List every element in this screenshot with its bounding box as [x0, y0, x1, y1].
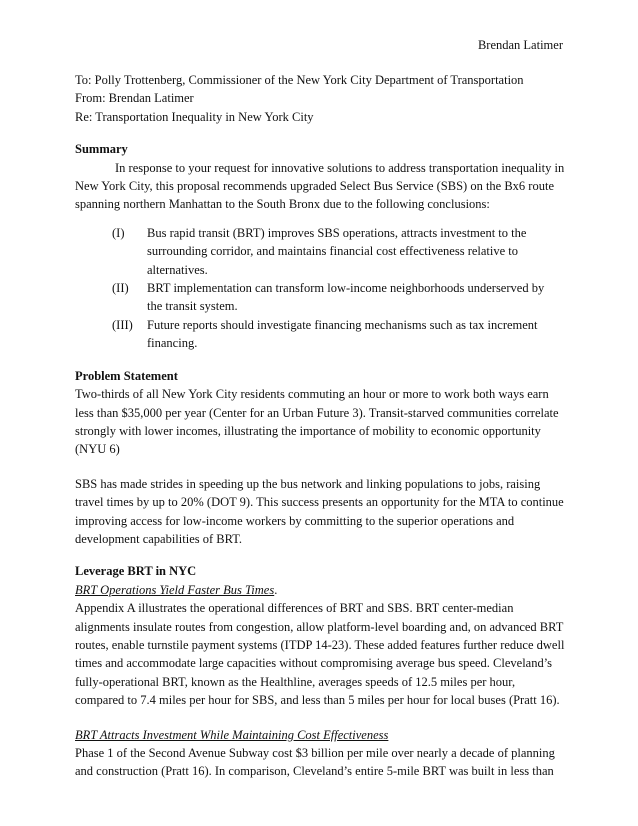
memo-to: To: Polly Trottenberg, Commissioner of the New York City Department of Transportation — [75, 73, 524, 87]
problem-paragraph-1: Two-thirds of all New York City residents commuting an hour or more to work both ways earn less than $35,000 per year (Center for an Urban Future 3). Transit-starved communities correlate strongly with lower incomes, illustrating the importance of mobility to economic opportunity (NYU 6) — [75, 387, 559, 457]
operations-paragraph: Appendix A illustrates the operational differences of BRT and SBS. BRT center-median alignments insulate routes from congestion, allow platform-level boarding and, on advanced BRT routes, enable turnstile payment systems (ITDP 14-23). These added features further reduce dwell times and accommodate large capacities without compromising average bus speed. Cleveland’s fully-operational BRT, known as the Healthline, averages speeds of 12.5 miles per hour, compared to 7.4 miles per hour for SBS, and less than 5 miles per hour for local buses (Pratt 16). — [75, 601, 565, 708]
subheading-row — [75, 581, 565, 599]
investment-subheading: BRT Attracts Investment While Maintaining Cost Effectiveness — [75, 727, 389, 742]
problem-heading: Problem Statement — [75, 368, 178, 383]
conclusion-item — [75, 224, 565, 279]
summary-heading: Summary — [75, 142, 128, 157]
conclusion-item — [75, 316, 565, 353]
conclusion-text: Future reports should investigate financing mechanisms such as tax increment financing. — [147, 317, 538, 351]
conclusion-number: (II) — [112, 281, 129, 296]
summary-paragraph: In response to your request for innovative solutions to address transportation inequality in New York City, this proposal recommends upgraded Select Bus Service (SBS) on the Bx6 route spanning northern Manhattan to the South Bronx due to the following conclusions: — [75, 160, 565, 212]
conclusion-text: Bus rapid transit (BRT) improves SBS operations, attracts investment to the surrounding corridor, and maintains financial cost effectiveness relative to alternatives. — [147, 225, 527, 277]
operations-subheading: BRT Operations Yield Faster Bus Times — [75, 582, 275, 597]
leverage-heading: Leverage BRT in NYC — [75, 564, 197, 579]
investment-paragraph: Phase 1 of the Second Avenue Subway cost $3 billion per mile over nearly a decade of planning and construction (Pratt 16). In comparison, Cleveland’s entire 5-mile BRT was built in less than — [75, 746, 555, 779]
conclusions-list — [75, 224, 565, 353]
conclusion-number: (I) — [112, 225, 125, 240]
problem-paragraph-2: SBS has made strides in speeding up the bus network and linking populations to jobs, raising travel times by up to 20% (DOT 9). This success presents an opportunity for the MTA to continue improving access for low-income workers by committing to the superior operations and development capabilities of BRT. — [75, 476, 564, 546]
conclusion-text: BRT implementation can transform low-income neighborhoods underserved by the transit system. — [147, 281, 545, 314]
conclusion-number: (III) — [112, 317, 133, 332]
conclusion-item — [75, 279, 565, 316]
header-author: Brendan Latimer — [477, 38, 563, 52]
memo-body — [75, 71, 565, 781]
subheading-period: . — [274, 582, 278, 597]
memo-from: From: Brendan Latimer — [75, 91, 194, 106]
memo-re: Re: Transportation Inequality in New York City — [75, 109, 314, 124]
